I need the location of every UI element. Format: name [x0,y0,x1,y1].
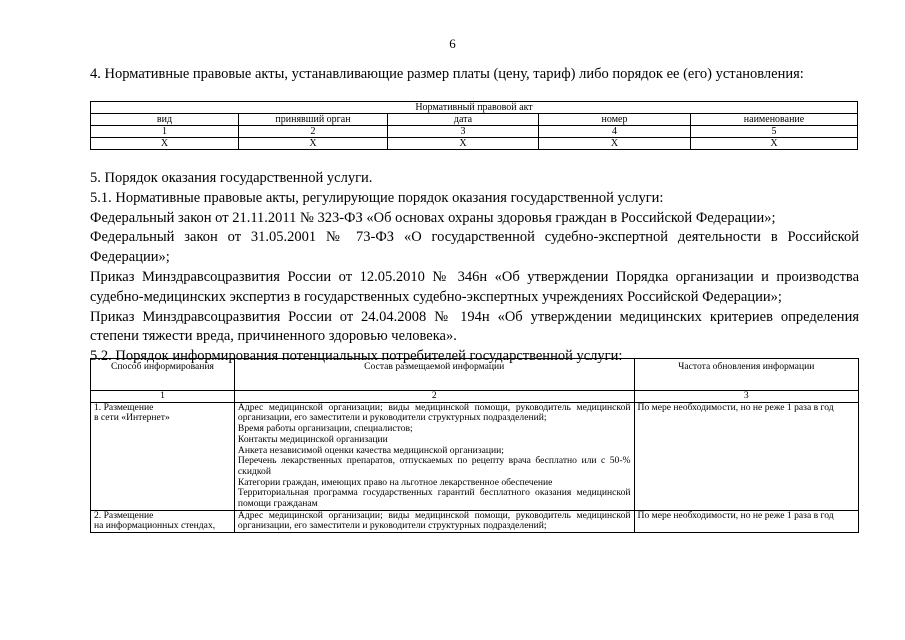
method-line: на информационных стендах, [94,520,216,532]
table-cell: Х [539,138,691,150]
table-cell: Х [239,138,388,150]
table-row [91,510,859,532]
content-line: Территориальная программа государственных гарантий бесплатного оказания медицинской помощи гражданам [237,487,631,510]
table-group-header: Нормативный правовой акт [91,102,858,114]
table-cell: 1 [91,126,239,138]
table-row [91,138,858,150]
informing-method-cell [91,402,235,510]
method-line: 2. Размещение [94,509,154,521]
legal-act-item: Федеральный закон от 31.05.2001 № 73-ФЗ «О государственной судебно-экспертной деятельности в Российской Федерации»; [90,229,859,266]
table-cell: 5 [691,126,858,138]
table-cell: Х [91,138,239,150]
table-row [91,402,859,510]
table-cell: Х [691,138,858,150]
column-header: дата [388,114,539,126]
table-cell: 4 [539,126,691,138]
legal-act-item: Приказ Минздравсоцразвития России от 24.04.2008 № 194н «Об утверждении медицинских критериев определения степени тяжести вреда, причиненного здоровью человека». [90,308,859,345]
table-cell: 2 [234,391,634,403]
information-content-cell [234,510,634,532]
table-cell: 3 [388,126,539,138]
column-header: Частота обновления информации [634,359,858,391]
content-line: Адрес медицинской организации; виды медицинской помощи, руководитель медицинской организации, его заместители и руководители структурных подразделений; [237,509,631,532]
column-header: принявший орган [239,114,388,126]
table-number-row [91,391,859,403]
content-line: Категории граждан, имеющих право на льготное лекарственное обеспечение [237,476,553,488]
content-line: Адрес медицинской организации; виды медицинской помощи, руководитель медицинской организации, его заместители и руководители структурных подразделений; [237,401,631,424]
content-line: Анкета независимой оценки качества медицинской организации; [237,444,504,456]
method-line: в сети «Интернет» [94,412,170,424]
table-cell: 1 [91,391,235,403]
information-content-cell [234,402,634,510]
informing-method-cell [91,510,235,532]
column-header: номер [539,114,691,126]
content-line: Время работы организации, специалистов; [237,423,413,435]
table-cell: Х [388,138,539,150]
column-header: Способ информирования [91,359,235,391]
method-line: 1. Размещение [94,401,154,413]
informing-methods-table [90,358,859,533]
legal-act-item: Приказ Минздравсоцразвития России от 12.05.2010 № 346н «Об утверждении Порядка организации и производства судебно-медицинских экспертиз в государственных судебно-экспертных учреждениях Российской Федерации»; [90,268,859,305]
column-header: Состав размещаемой информации [234,359,634,391]
section-5 [90,169,859,367]
section-5-2-heading: 5.2. Порядок информирования потенциальных потребителей государственной услуги: [90,348,623,365]
column-header: вид [91,114,239,126]
section-5-1-heading: 5.1. Нормативные правовые акты, регулирующие порядок оказания государственной услуги: [90,189,664,206]
legal-acts-fee-table [90,101,858,150]
column-header: наименование [691,114,858,126]
table-row [91,126,858,138]
content-line: Контакты медицинской организации [237,433,388,445]
legal-act-item: Федеральный закон от 21.11.2011 № 323-ФЗ «Об основах охраны здоровья граждан в Российской Федерации»; [90,209,776,226]
update-frequency-cell: По мере необходимости, но не реже 1 раза в год [634,510,858,532]
table-cell: 2 [239,126,388,138]
content-line: Перечень лекарственных препаратов, отпускаемых по рецепту врача бесплатно или с 50-% скидкой [237,455,631,477]
table-cell: 3 [634,391,858,403]
section-4-heading: 4. Нормативные правовые акты, устанавливающие размер платы (цену, тариф) либо порядок ее (его) установления: [90,66,804,82]
table-header-row [91,359,859,391]
page-number: 6 [449,36,456,51]
table-header-row [91,114,858,126]
update-frequency-cell: По мере необходимости, но не реже 1 раза в год [634,402,858,510]
section-5-heading: 5. Порядок оказания государственной услуги. [90,170,373,186]
